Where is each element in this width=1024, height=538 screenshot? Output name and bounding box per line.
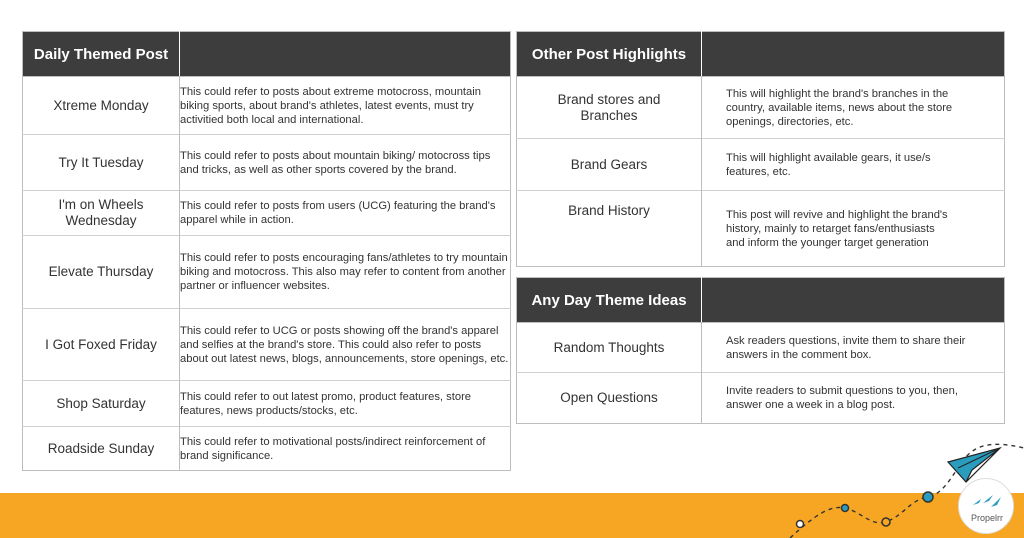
other-post-highlights-table <box>516 31 1005 267</box>
table-row <box>23 381 511 427</box>
table-row <box>517 323 1005 373</box>
table-header-row <box>517 278 1005 323</box>
any-day-theme-ideas-table <box>516 277 1005 424</box>
header-blank-cell <box>702 278 1005 323</box>
table-row <box>517 77 1005 139</box>
table-row <box>23 77 511 135</box>
table-header-row <box>517 32 1005 77</box>
row-desc: This could refer to posts about mountain biking/ motocross tips and tricks, as well as other sports covered by the brand. <box>180 135 511 191</box>
row-desc: This post will revive and highlight the brand's history, mainly to retarget fans/enthusiasts and inform the younger target generation <box>702 191 1005 267</box>
row-name: Xtreme Monday <box>23 77 180 135</box>
row-desc: This could refer to posts about extreme motocross, mountain biking sports, about brand's athletes, latest events, must try activitied both local and international. <box>180 77 511 135</box>
row-desc: This could refer to UCG or posts showing off the brand's apparel and selfies at the brand's store. This could also refer to posts about out latest news, blogs, announcements, store openings, etc. <box>180 309 511 381</box>
footer-band <box>0 493 1024 538</box>
table-header-row <box>23 32 511 77</box>
row-desc: This could refer to posts from users (UCG) featuring the brand's apparel while in action. <box>180 191 511 236</box>
row-name: Shop Saturday <box>23 381 180 427</box>
row-desc: This could refer to motivational posts/indirect reinforcement of brand significance. <box>180 427 511 471</box>
logo-text: Propelrr <box>970 513 1003 523</box>
row-name: Random Thoughts <box>517 323 702 373</box>
table-row <box>517 191 1005 267</box>
row-desc: Ask readers questions, invite them to share their answers in the comment box. <box>702 323 1005 373</box>
row-desc: This could refer to posts encouraging fans/athletes to try mountain biking and motocross. This also may refer to content from another partner or influencer websites. <box>180 236 511 309</box>
other-header: Other Post Highlights <box>517 32 702 77</box>
row-desc: This could refer to out latest promo, product features, store features, news products/stocks, etc. <box>180 381 511 427</box>
row-name: Elevate Thursday <box>23 236 180 309</box>
header-blank-cell <box>702 32 1005 77</box>
row-name: Open Questions <box>517 373 702 424</box>
table-row <box>23 191 511 236</box>
anyday-header: Any Day Theme Ideas <box>517 278 702 323</box>
table-row <box>517 373 1005 424</box>
daily-themed-post-table <box>22 31 511 471</box>
row-name: Brand stores and Branches <box>517 77 702 139</box>
propelrr-logo <box>958 478 1014 534</box>
row-name: Roadside Sunday <box>23 427 180 471</box>
table-row <box>23 309 511 381</box>
header-blank-cell <box>180 32 511 77</box>
table-row <box>23 427 511 471</box>
row-name: Brand Gears <box>517 139 702 191</box>
row-name: I Got Foxed Friday <box>23 309 180 381</box>
propelrr-logo-mark-icon <box>971 491 1003 511</box>
row-desc: This will highlight available gears, it use/s features, etc. <box>702 139 1005 191</box>
table-row <box>23 236 511 309</box>
table-row <box>517 139 1005 191</box>
row-name: Try It Tuesday <box>23 135 180 191</box>
row-desc: This will highlight the brand's branches in the country, available items, news about the store openings, directories, etc. <box>702 77 1005 139</box>
row-name: I'm on Wheels Wednesday <box>23 191 180 236</box>
table-row <box>23 135 511 191</box>
daily-header: Daily Themed Post <box>23 32 180 77</box>
row-desc: Invite readers to submit questions to you, then, answer one a week in a blog post. <box>702 373 1005 424</box>
paper-plane-icon <box>948 448 1000 482</box>
row-name: Brand History <box>517 191 702 267</box>
